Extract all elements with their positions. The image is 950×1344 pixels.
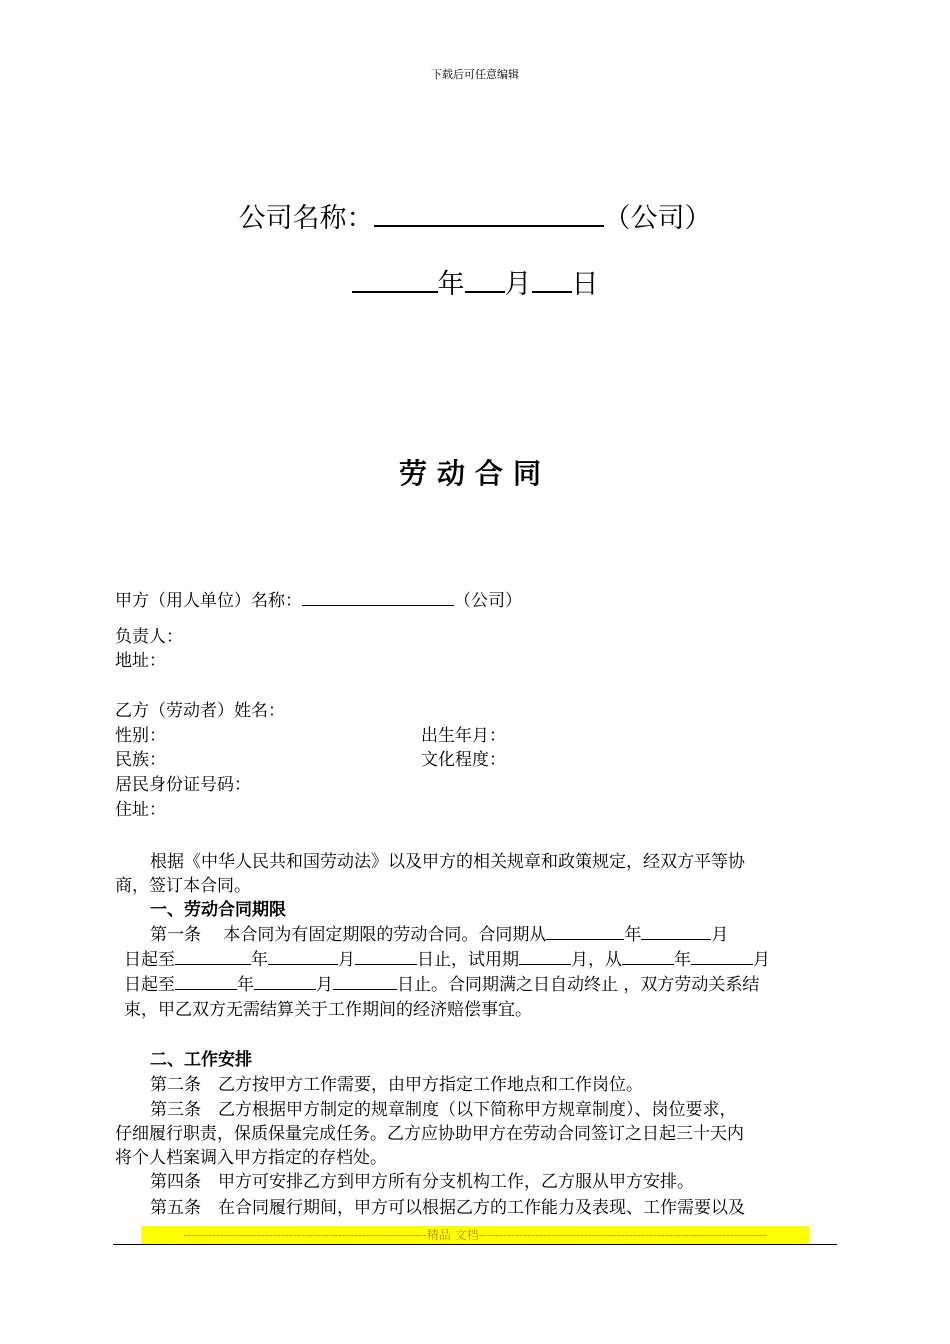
cover-month-blank bbox=[465, 263, 505, 293]
footer-highlight-band bbox=[141, 1226, 809, 1244]
article-1-text-a: 第一条 本合同为有固定期限的劳动合同。合同期从 bbox=[150, 925, 547, 945]
article-3-line-1: 第三条 乙方根据甲方制定的规章制度（以下简称甲方规章制度）、岗位要求， bbox=[150, 1100, 737, 1120]
header-note: 下载后可任意编辑 bbox=[431, 68, 519, 81]
party-a-name-blank bbox=[302, 589, 454, 606]
section-2-heading: 二、工作安排 bbox=[150, 1050, 252, 1070]
article-4: 第四条 甲方可安排乙方到甲方所有分支机构工作，乙方服从甲方安排。 bbox=[150, 1172, 694, 1192]
article-1-text-d: 日起至 bbox=[124, 950, 175, 970]
article-1-text-l: 年 bbox=[237, 975, 254, 995]
article-5-line-1: 第五条 在合同履行期间，甲方可以根据乙方的工作能力及表现、工作需要以及 bbox=[150, 1198, 745, 1218]
article-1-blank-day-to bbox=[355, 948, 417, 965]
party-a-name-label: 甲方（用人单位）名称： bbox=[115, 591, 302, 611]
cover-date-line bbox=[0, 262, 950, 301]
article-3-line-3: 将个人档案调入甲方指定的存档处。 bbox=[115, 1148, 387, 1168]
article-2: 第二条 乙方按甲方工作需要，由甲方指定工作地点和工作岗位。 bbox=[150, 1075, 643, 1095]
party-b-name-label: 乙方（劳动者）姓名： bbox=[115, 701, 285, 721]
article-1-blank-probation bbox=[519, 948, 571, 965]
cover-company-blank bbox=[374, 197, 604, 227]
party-b-birth-label: 出生年月： bbox=[421, 726, 506, 746]
footer-rule bbox=[113, 1244, 837, 1245]
article-1-blank-prob-month bbox=[691, 948, 753, 965]
party-b-address-label: 住址： bbox=[115, 800, 166, 820]
article-1-blank-month-from bbox=[641, 923, 711, 940]
article-1-blank-prob-end-month bbox=[254, 973, 316, 990]
article-1-text-n: 日止。合同期满之日自动终止 ，双方劳动关系结 bbox=[397, 975, 760, 995]
cover-year-blank bbox=[352, 263, 438, 293]
article-1-blank-prob-year bbox=[622, 948, 674, 965]
cover-company-line bbox=[0, 196, 950, 235]
article-1-blank-year-from bbox=[546, 923, 624, 940]
article-1-text-e: 年 bbox=[251, 950, 268, 970]
article-1-line-3 bbox=[124, 970, 759, 995]
article-1-text-i: 年 bbox=[674, 950, 691, 970]
cover-company-suffix: （公司） bbox=[603, 203, 712, 234]
article-1-text-b: 年 bbox=[624, 925, 642, 945]
party-b-ethnicity-label: 民族： bbox=[115, 750, 166, 770]
article-1-text-k: 日起至 bbox=[124, 975, 175, 995]
party-b-education-label: 文化程度： bbox=[421, 750, 506, 770]
article-1-text-m: 月 bbox=[316, 975, 333, 995]
party-a-name-suffix: （公司） bbox=[454, 591, 522, 611]
section-1-heading: 一、劳动合同期限 bbox=[150, 900, 286, 920]
article-1-text-j: 月 bbox=[753, 950, 770, 970]
party-a-address-label: 地址： bbox=[115, 651, 166, 671]
article-1-line-2 bbox=[124, 945, 770, 970]
party-a-name-line bbox=[115, 586, 522, 611]
article-1-blank-month-to bbox=[268, 948, 338, 965]
article-1-blank-prob-end-day bbox=[333, 973, 397, 990]
party-b-gender-label: 性别： bbox=[115, 726, 166, 746]
cover-company-label: 公司名称： bbox=[238, 203, 374, 234]
footer-band-text: ------------------------------------------------------------精品 文档----------------------------------------------------------------------- bbox=[183, 1228, 767, 1242]
article-3-line-2: 仔细履行职责，保质保量完成任务。乙方应协助甲方在劳动合同签订之日起三十天内 bbox=[115, 1124, 744, 1144]
article-1-line-4: 束，甲乙双方无需结算关于工作期间的经济赔偿事宜。 bbox=[124, 1000, 532, 1020]
cover-year-label: 年 bbox=[437, 269, 465, 300]
article-1-text-g: 日止，试用期 bbox=[417, 950, 519, 970]
party-b-id-label: 居民身份证号码： bbox=[115, 775, 251, 795]
article-1-text-f: 月 bbox=[338, 950, 355, 970]
preamble-line-1: 根据《中华人民共和国劳动法》以及甲方的相关规章和政策规定，经双方平等协 bbox=[150, 852, 745, 872]
party-a-responsible-label: 负责人： bbox=[115, 627, 183, 647]
cover-month-label: 月 bbox=[504, 269, 532, 300]
article-1-blank-year-to bbox=[175, 948, 251, 965]
preamble-line-2: 商，签订本合同。 bbox=[115, 876, 251, 896]
article-1-text-h: 月，从 bbox=[571, 950, 622, 970]
article-1-blank-prob-end-year bbox=[175, 973, 237, 990]
article-1-line-1 bbox=[150, 920, 728, 945]
cover-day-label: 日 bbox=[571, 269, 599, 300]
article-1-text-c: 月 bbox=[711, 925, 729, 945]
cover-day-blank bbox=[532, 263, 572, 293]
document-title: 劳动合同 bbox=[398, 457, 551, 490]
